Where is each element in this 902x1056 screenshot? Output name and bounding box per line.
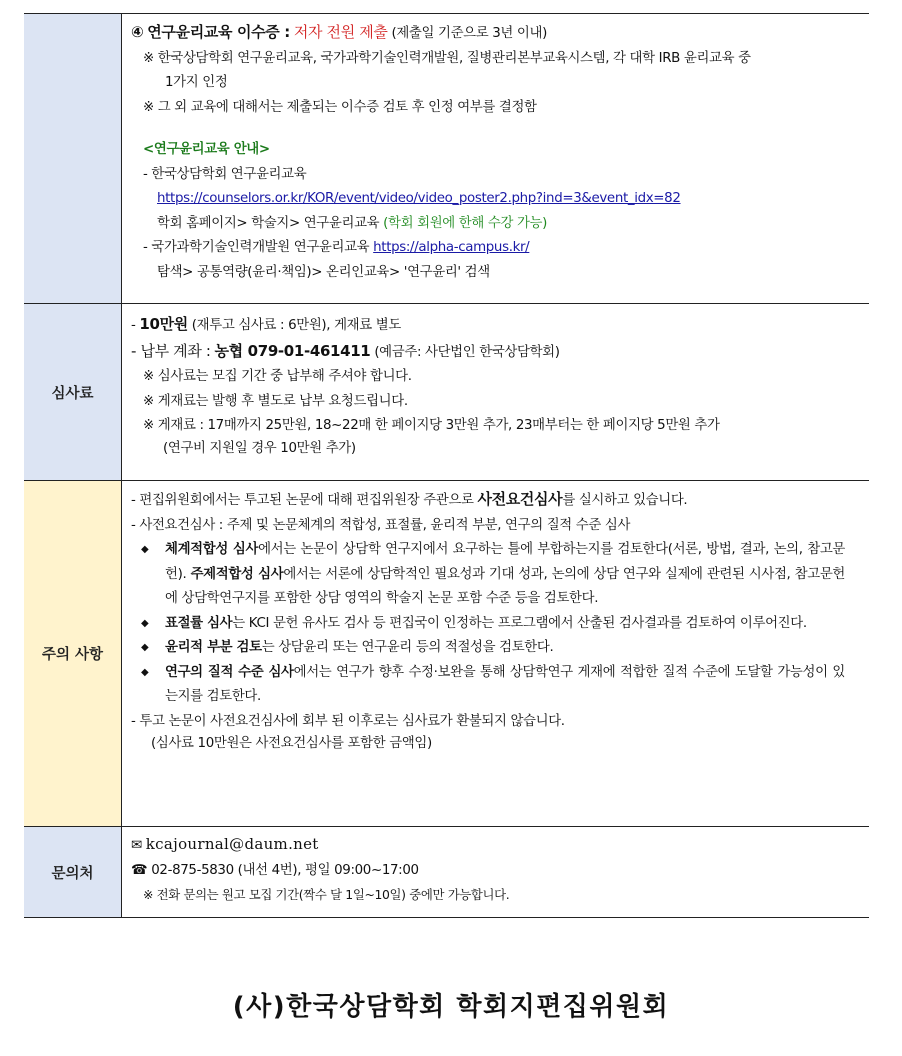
row-label-empty — [24, 14, 122, 304]
account-number: 농협 079-01-461411 — [214, 341, 371, 360]
fee-note: (재투고 심사료 : 6만원), 게재료 별도 — [191, 318, 401, 333]
fee-note-1: ※ 심사료는 모집 기간 중 납부해 주셔야 합니다. — [143, 369, 412, 384]
fee-note-2: ※ 게재료는 발행 후 별도로 납부 요청드립니다. — [143, 393, 408, 409]
ethics-guide-item-2 — [131, 236, 861, 261]
submission-info-table — [24, 13, 869, 918]
bullet-bold-2: 주제적합성 심사 — [190, 566, 284, 582]
row-contact — [24, 827, 869, 918]
caution-bullet-1 — [131, 538, 861, 612]
caution-bullet-1-text — [165, 538, 845, 612]
contact-content — [122, 827, 870, 918]
caution-p2: - 사전요건심사 : 주제 및 논문체계의 적합성, 표절률, 윤리적 부분, 연구의 질적 수준 심사 — [131, 517, 631, 533]
footer-organization: (사)한국상담학회 학회지편집위원회 — [232, 992, 670, 1022]
fee-note-3: ※ 게재료 : 17매까지 25만원, 18~22매 한 페이지당 3만원 추가, 23매부터는 한 페이지당 5만원 추가 — [143, 418, 720, 433]
fee-note-4: (연구비 지원일 경우 10만원 추가) — [163, 440, 356, 456]
ethics-guide-path-1 — [131, 212, 861, 237]
phone-icon: ☎ — [131, 862, 148, 878]
alpha-campus-link[interactable]: https://alpha-campus.kr/ — [373, 240, 530, 255]
bullet-bold: 체계적합성 심사 — [165, 542, 259, 557]
caution-p3: - 투고 논문이 사전요건심사에 회부 된 이후로는 심사료가 환불되지 않습니다. — [131, 713, 565, 729]
ethics-education-content — [122, 14, 870, 304]
ethics-note: (제출일 기준으로 3년 이내) — [391, 26, 547, 41]
row-label-contact: 문의처 — [24, 827, 122, 918]
row-label-cautions: 주의 사항 — [24, 481, 122, 827]
row-review-fee — [24, 304, 869, 481]
phone-line — [131, 859, 861, 884]
caution-p1-text: - 편집위원회에서는 투고된 논문에 대해 편집위원장 주관으로 — [131, 493, 474, 508]
account-holder: (예금주: 사단법인 한국상담학회) — [374, 344, 560, 360]
bullet-text: 는 상담윤리 또는 연구윤리 등의 적절성을 검토한다. — [261, 640, 554, 655]
dash: - — [131, 318, 136, 333]
row-cautions — [24, 481, 869, 827]
diamond-bullet-icon: ◆ — [141, 617, 149, 629]
ethics-path-text: 학회 홈페이지> 학술지> 연구윤리교육 — [157, 215, 380, 231]
account-line — [131, 339, 861, 366]
bullet-text: 는 KCI 문헌 유사도 검사 등 편집국이 인정하는 프로그램에서 산출된 검사결과를 검토하여 이루어진다. — [232, 615, 807, 631]
account-label: - 납부 계좌 : — [131, 341, 211, 360]
caution-bullet-3-text — [165, 636, 845, 661]
bullet-text: 에서는 연구가 향후 수정·보완을 통해 상담학연구 게재에 적합한 질적 수준에 도달할 가능성이 있는지를 검토한다. — [165, 664, 845, 704]
ethics-guide-title: <연구윤리교육 안내> — [143, 142, 270, 157]
ethics-item-2-text: - 국가과학기술인력개발원 연구윤리교육 — [143, 240, 370, 255]
fee-amount-line — [131, 312, 861, 339]
ethics-accepted-list: ※ 한국상담학회 연구윤리교육, 국가과학기술인력개발원, 질병관리본부교육시스템, 각 대학 IRB 윤리교육 중 — [143, 50, 751, 66]
ethics-requirement: 저자 전원 제출 — [293, 23, 388, 41]
caution-p1-bold: 사전요건심사 — [477, 490, 563, 508]
diamond-bullet-icon: ◆ — [141, 666, 149, 678]
caution-bullet-2-text — [165, 612, 845, 637]
fee-amount: 10만원 — [139, 315, 188, 333]
row-label-review-fee: 심사료 — [24, 304, 122, 481]
ethics-heading — [131, 20, 861, 47]
ethics-accepted-list-cont: 1가지 인정 — [165, 75, 228, 90]
caution-p1-post: 를 실시하고 있습니다. — [562, 493, 688, 508]
ethics-guide-path-2: 탐색> 공통역량(윤리·책임)> 온리인교육> '연구윤리' 검색 — [157, 264, 490, 280]
caution-p1 — [131, 487, 861, 514]
bullet-bold: 연구의 질적 수준 심사 — [165, 664, 294, 680]
caution-bullet-3 — [131, 636, 861, 661]
ethics-guide-item-1: - 한국상담학회 연구윤리교육 — [143, 166, 307, 182]
bullet-text-2: 에서는 서론에 상담학적인 필요성과 기대 성과, 논의에 상담 연구와 실제에 관련된 시사점, 참고문헌에 상담학연구지를 포함한 상담 영역의 학술지 논문 포함 수준 등을 검토한다. — [165, 566, 845, 606]
item-number: ④ — [131, 23, 144, 41]
diamond-bullet-icon: ◆ — [141, 544, 149, 555]
row-ethics-education — [24, 14, 869, 304]
ethics-member-note: (학회 회원에 한해 수강 가능) — [383, 215, 547, 231]
ethics-title: 연구윤리교육 이수증 : — [147, 23, 290, 41]
diamond-bullet-icon: ◆ — [141, 642, 149, 653]
review-fee-content — [122, 304, 870, 481]
caution-bullet-4 — [131, 661, 861, 710]
ethics-guide-link-1-row — [131, 187, 861, 212]
bullet-bold: 표절률 심사 — [165, 615, 233, 631]
email-line — [131, 832, 861, 859]
ethics-other-note: ※ 그 외 교육에 대해서는 제출되는 이수증 검토 후 인정 여부를 결정함 — [143, 99, 537, 115]
caution-bullet-4-text — [165, 661, 845, 710]
counselors-ethics-link[interactable]: https://counselors.or.kr/KOR/event/video/video_poster2.php?ind=3&event_idx=82 — [157, 191, 681, 206]
contact-email[interactable]: kcajournal@daum.net — [145, 835, 319, 853]
contact-phone: 02-875-5830 (내선 4번), 평일 09:00~17:00 — [151, 862, 419, 878]
caution-p4: (심사료 10만원은 사전요건심사를 포함한 금액임) — [151, 736, 432, 751]
bullet-text: 에서는 논문이 상담학 연구지에서 요구하는 틀에 부합하는지를 검토한다(서론, 방법, 결과, 논의, 참고문헌). — [165, 542, 845, 582]
caution-bullet-2 — [131, 612, 861, 637]
mail-icon: ✉ — [131, 838, 142, 853]
bullet-bold: 윤리적 부분 검토 — [165, 640, 262, 655]
phone-note: ※ 전화 문의는 원고 모집 기간(짝수 달 1일~10일) 중에만 가능합니다. — [143, 887, 510, 902]
cautions-content — [122, 481, 870, 827]
